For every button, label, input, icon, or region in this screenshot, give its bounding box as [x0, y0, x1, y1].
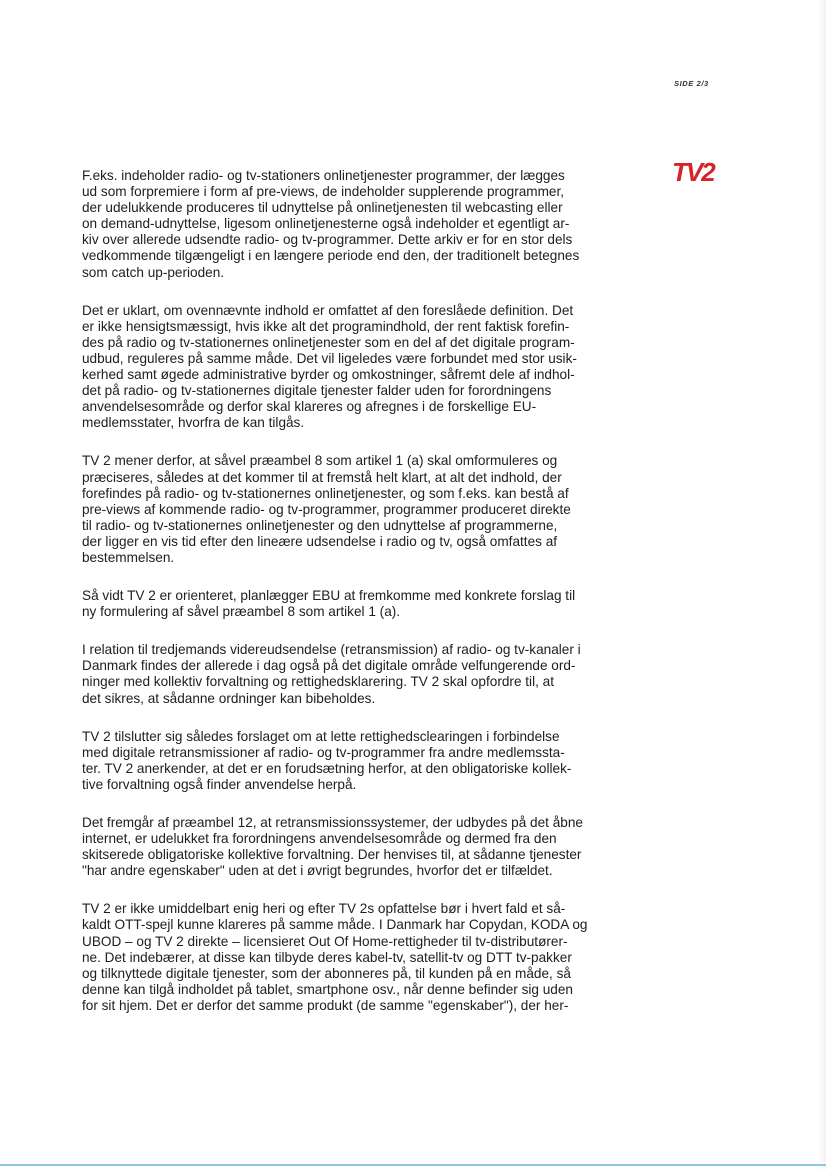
text-line: ny formulering af såvel præambel 8 som artikel 1 (a).	[82, 604, 401, 620]
text-line: vedkommende tilgængeligt i en længere periode end den, der traditionelt betegnes	[82, 248, 580, 264]
text-line: denne kan tilgå indholdet på tablet, smartphone osv., når denne befinder sig uden	[82, 981, 573, 997]
paragraph	[82, 588, 627, 620]
text-line: Danmark findes der allerede i dag også på det digitale område velfungerende ord-	[82, 658, 576, 674]
text-line: on demand-udnyttelse, ligesom onlinetjenesterne også indeholder et egentligt ar-	[82, 216, 570, 232]
text-line: Det er uklart, om ovennævnte indhold er omfattet af den foreslåede definition. Det	[82, 302, 574, 318]
text-line: TV 2 mener derfor, at såvel præambel 8 som artikel 1 (a) skal omformuleres og	[82, 453, 558, 469]
bottom-scan-line	[0, 1164, 826, 1166]
text-line: der ligger en vis tid efter den lineære udsendelse i radio og tv, også omfattes af	[82, 533, 558, 549]
text-line: er ikke hensigtsmæssigt, hvis ikke alt det programindhold, der rent faktisk forefin-	[82, 318, 570, 334]
text-line: internet, er udelukket fra forordningens anvendelsesområde og dermed fra den	[82, 831, 557, 847]
text-line: ud som forpremiere i form af pre-views, de indeholder supplerende programmer,	[82, 184, 565, 200]
paragraph	[82, 453, 627, 566]
text-line: I relation til tredjemands videreudsendelse (retransmission) af radio- og tv-kanaler i	[82, 642, 581, 658]
text-line: medlemsstater, hvorfra de kan tilgås.	[82, 415, 305, 431]
text-line: kerhed samt øgede administrative byrder og omkostninger, såfremt dele af indhol-	[82, 367, 575, 383]
paragraph	[82, 729, 627, 793]
text-line: Så vidt TV 2 er orienteret, planlægger EBU at fremkomme med konkrete forslag til	[82, 588, 576, 604]
paragraph	[82, 168, 627, 281]
text-line: ne. Det indebærer, at disse kan tilbyde deres kabel-tv, satellit-tv og DTT tv-pakker	[82, 949, 572, 965]
document-body	[82, 168, 627, 1036]
text-line: tive forvaltning også finder anvendelse herpå.	[82, 776, 357, 792]
paragraph	[82, 815, 627, 879]
text-line: kiv over allerede udsendte radio- og tv-programmer. Dette arkiv er for en stor dels	[82, 232, 573, 248]
text-line: bestemmelsen.	[82, 549, 175, 565]
text-line: der udelukkende produceres til udnyttelse på onlinetjenesten til webcasting eller	[82, 200, 563, 216]
tv2-logo	[671, 156, 725, 186]
text-line: F.eks. indeholder radio- og tv-stationers onlinetjenester programmer, der lægges	[82, 168, 565, 183]
text-line: anvendelsesområde og derfor skal klareres og afregnes i de forskellige EU-	[82, 399, 537, 415]
text-line: TV 2 tilslutter sig således forslaget om at lette rettighedsclearingen i forbindelse	[82, 728, 560, 744]
text-line: udbud, reguleres på samme måde. Det vil ligeledes være forbundet med stor usik-	[82, 350, 577, 366]
text-line: det sikres, at sådanne ordninger kan bibeholdes.	[82, 690, 376, 706]
paragraph	[82, 303, 627, 432]
text-line: des på radio og tv-stationernes onlinetjenester som en del af det digitale program-	[82, 334, 575, 350]
text-line: TV 2 er ikke umiddelbart enig heri og efter TV 2s opfattelse bør i hvert fald et så-	[82, 901, 566, 917]
text-line: ter. TV 2 anerkender, at det er en forudsætning herfor, at den obligatoriske kollek-	[82, 760, 572, 776]
text-line: forefindes på radio- og tv-stationernes onlinetjenester, og som f.eks. kan bestå af	[82, 485, 569, 501]
text-line: pre-views af kommende radio- og tv-programmer, programmer produceret direkte	[82, 501, 571, 517]
text-line: kaldt OTT-spejl kunne klareres på samme måde. I Danmark har Copydan, KODA og	[82, 917, 588, 933]
text-line: og tilknyttede digitale tjenester, som der abonneres på, til kunden på en måde, så	[82, 965, 571, 981]
text-line: til radio- og tv-stationernes onlinetjenester og den udnyttelse af programmerne,	[82, 517, 558, 533]
text-line: som catch up-perioden.	[82, 264, 225, 280]
paragraph	[82, 642, 627, 706]
tv2-logo-text: TV2	[672, 157, 714, 186]
scan-edge-shadow	[818, 0, 826, 1169]
text-line: Det fremgår af præambel 12, at retransmissionssystemer, der udbydes på det åbne	[82, 815, 583, 830]
text-line: med digitale retransmissioner af radio- og tv-programmer fra andre medlemssta-	[82, 744, 565, 760]
text-line: præciseres, således at det kommer til at fremstå helt klart, at alt det indhold, der	[82, 469, 562, 485]
paragraph	[82, 901, 627, 1014]
text-line: ninger med kollektiv forvaltning og rettighedsklarering. TV 2 skal opfordre til, at	[82, 674, 554, 690]
text-line: "har andre egenskaber" uden at det i øvrigt begrundes, hvorfor det er tilfældet.	[82, 863, 553, 879]
text-line: UBOD – og TV 2 direkte – licensieret Out Of Home-rettigheder til tv-distributører-	[82, 933, 568, 949]
text-line: skitserede obligatoriske kollektive forvaltning. Der henvises til, at sådanne tjenester	[82, 847, 582, 863]
page-number: SIDE 2/3	[674, 79, 709, 88]
text-line: for sit hjem. Det er derfor det samme produkt (de samme "egenskaber"), der her-	[82, 997, 569, 1013]
tv2-logo-mark	[671, 156, 725, 186]
text-line: det på radio- og tv-stationernes digitale tjenester falder uden for forordningens	[82, 383, 552, 399]
